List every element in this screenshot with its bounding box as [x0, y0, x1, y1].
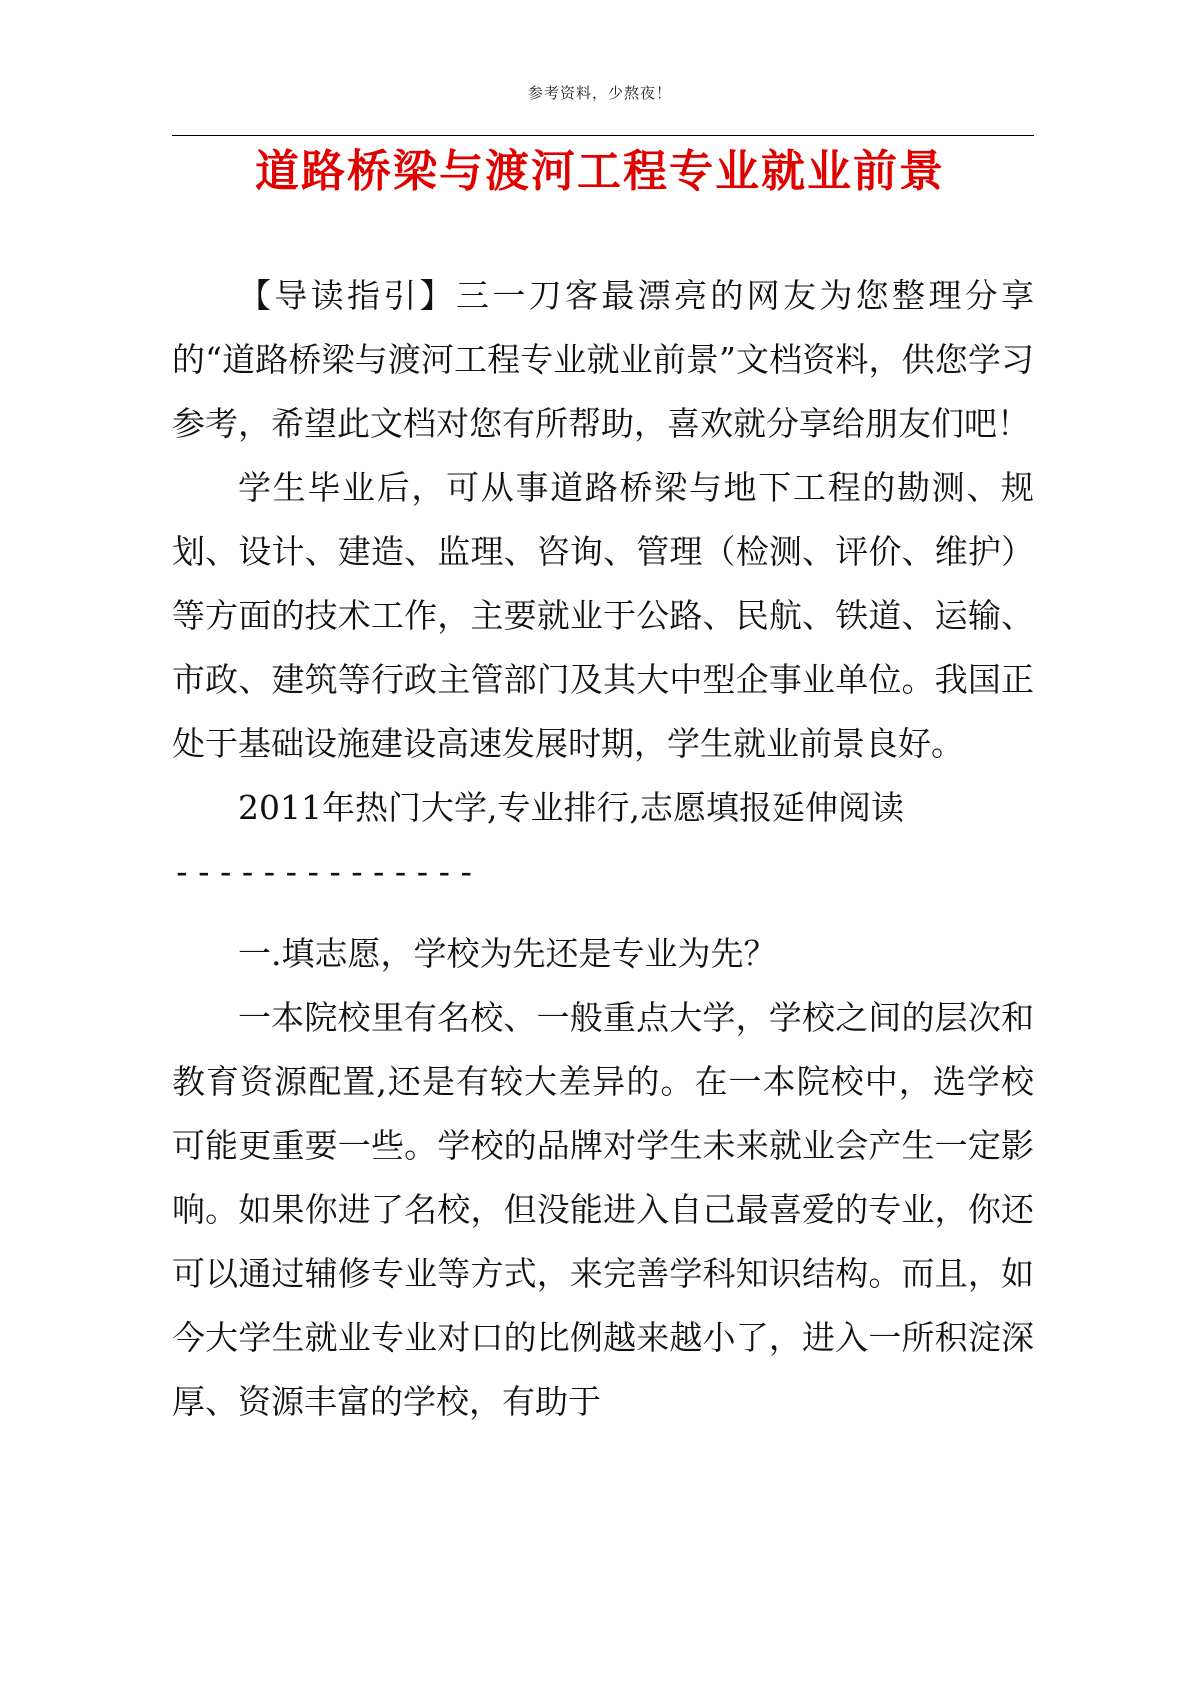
- body-paragraph-school-choice: 一本院校里有名校、一般重点大学，学校之间的层次和教育资源配置,还是有较大差异的。在一本院校中，选学校可能更重要一些。学校的品牌对学生未来就业会产生一定影响。如果你进了名校，但没能进入自己最喜爱的专业，你还可以通过辅修专业等方式，来完善学科知识结构。而且，如今大学生就业专业对口的比例越来越小了，进入一所积淀深厚、资源丰富的学校，有助于: [172, 998, 1034, 1421]
- header-divider: [172, 135, 1034, 136]
- body-paragraph-employment: 学生毕业后，可从事道路桥梁与地下工程的勘测、规划、设计、建造、监理、咨询、管理（检测、评价、维护）等方面的技术工作，主要就业于公路、民航、铁道、运输、市政、建筑等行政主管部门及其大中型企事业单位。我国正处于基础设施建设高速发展时期，学生就业前景良好。: [172, 468, 1034, 763]
- page-header: 参考资料，少熬夜！: [527, 84, 672, 102]
- document-title: 道路桥梁与渡河工程专业就业前景: [255, 146, 945, 197]
- extended-reading-heading: 2011年热门大学,专业排行,志愿填报延伸阅读: [238, 788, 904, 827]
- intro-paragraph: 【导读指引】三一刀客最漂亮的网友为您整理分享的“道路桥梁与渡河工程专业就业前景”文档资料，供您学习参考，希望此文档对您有所帮助，喜欢就分享给朋友们吧！: [172, 276, 1034, 443]
- document-body: [172, 264, 1034, 1434]
- section-heading-1: 一.填志愿，学校为先还是专业为先？: [238, 934, 777, 973]
- dash-separator: --------------: [172, 852, 479, 891]
